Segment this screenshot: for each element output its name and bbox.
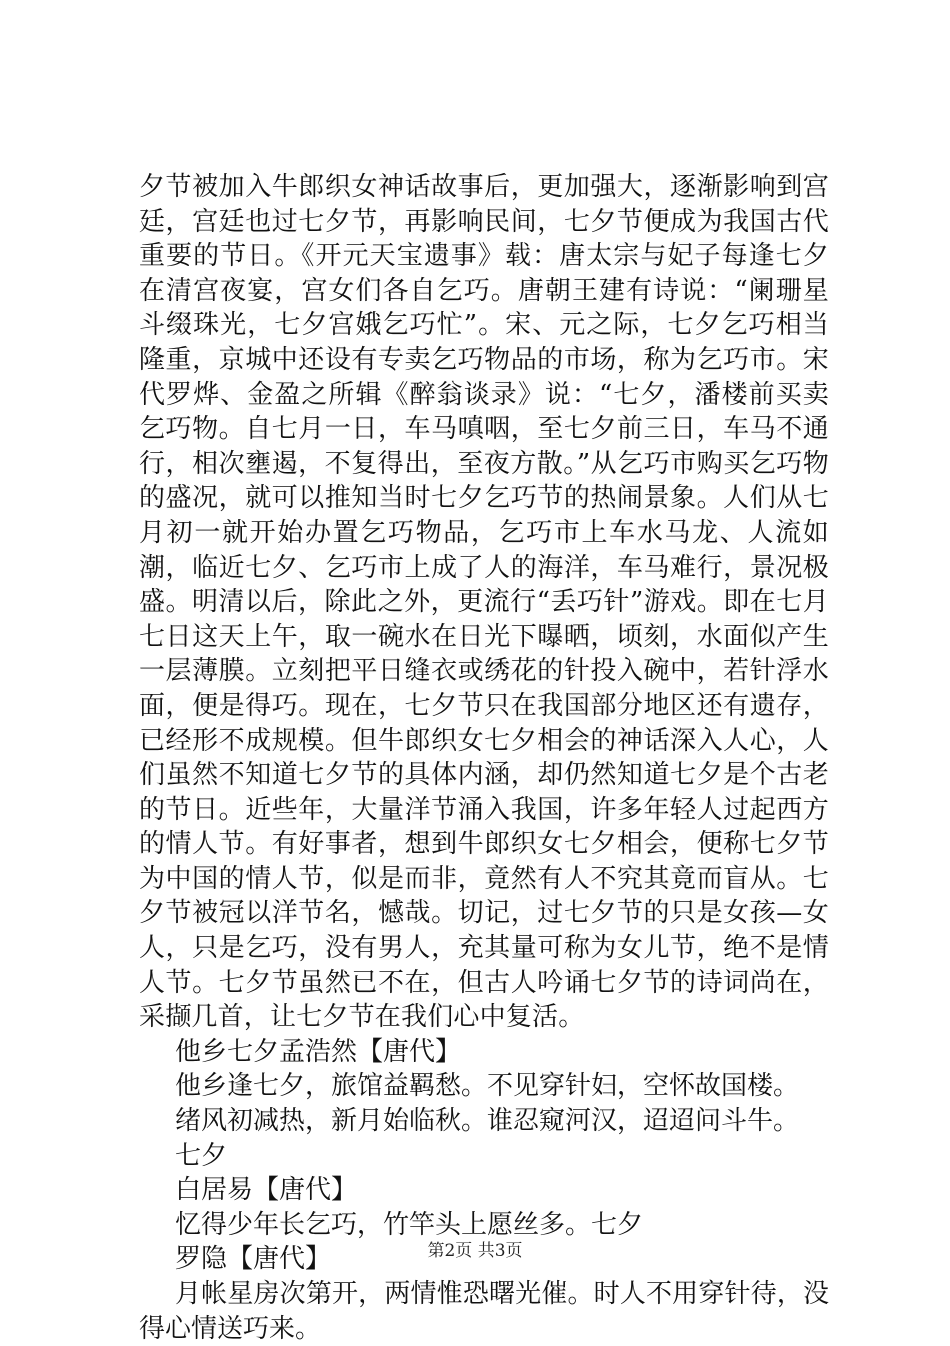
poem-title-line: 他乡七夕孟浩然【唐代】 [175, 1036, 462, 1067]
page-footer [0, 1240, 950, 1262]
poem-verse-line: 忆得少年长乞巧，竹竿头上愿丝多。七夕 [175, 1209, 644, 1240]
body-paragraph: 夕节被加入牛郎织女神话故事后，更加强大，逐渐影响到宫廷，宫廷也过七夕节，再影响民间，七夕节便成为我国古代重要的节日。《开元天宝遗事》载：唐太宗与妃子每逢七夕在清宫夜宴，宫女们各自乞巧。唐朝王建有诗说：“阑珊星斗缀珠光，七夕宫娥乞巧忙”。宋、元之际，七夕乞巧相当隆重，京城中还设有专卖乞巧物品的市场，称为乞巧市。宋代罗烨、金盈之所辑《醉翁谈录》说：“七夕，潘楼前买卖乞巧物。自七月一日，车马嗔咽，至七夕前三日，车马不通行，相次壅遏，不复得出，至夜方散。”从乞巧市购买乞巧物的盛况，就可以推知当时七夕乞巧节的热闹景象。人们从七月初一就开始办置乞巧物品，乞巧市上车水马龙、人流如潮，临近七夕、乞巧市上成了人的海洋，车马难行，景况极盛。明清以后，除此之外，更流行“丢巧针”游戏。即在七月七日这天上午，取一碗水在日光下曝晒，顷刻，水面似产生一层薄膜。立刻把平日缝衣或绣花的针投入碗中，若针浮水面，便是得巧。现在，七夕节只在我国部分地区还有遗存，已经形不成规模。但牛郎织女七夕相会的神话深入人心，人们虽然不知道七夕节的具体内涵，却仍然知道七夕是个古老的节日。近些年，大量洋节涌入我国，许多年轻人过起西方的情人节。有好事者，想到牛郎织女七夕相会，便称七夕节为中国的情人节，似是而非，竟然有人不究其竟而盲从。七夕节被冠以洋节名，憾哉。切记，过七夕节的只是女孩—女人，只是乞巧，没有男人，充其量可称为女儿节，绝不是情人节。七夕节虽然已不在，但古人吟诵七夕节的诗词尚在，采撷几首，让七夕节在我们心中复活。 [139, 172, 829, 1033]
poem-verse-line: 月帐星房次第开，两情惟恐曙光催。时人不用穿针待，没得心情送巧来。 [139, 1279, 829, 1344]
poem-verse-line: 他乡逢七夕，旅馆益羁愁。不见穿针妇，空怀故国楼。 [175, 1071, 800, 1102]
poem-author-line: 白居易【唐代】 [175, 1175, 358, 1206]
page-number: 第2页 共3页 [427, 1241, 523, 1261]
poem-author-line: 罗隐【唐代】 [175, 1244, 332, 1275]
document-content [139, 170, 829, 1346]
poem-title-line: 七夕 [175, 1140, 228, 1171]
poem-verse-line: 绪风初减热，新月始临秋。谁忍窥河汉，迢迢问斗牛。 [175, 1106, 800, 1137]
